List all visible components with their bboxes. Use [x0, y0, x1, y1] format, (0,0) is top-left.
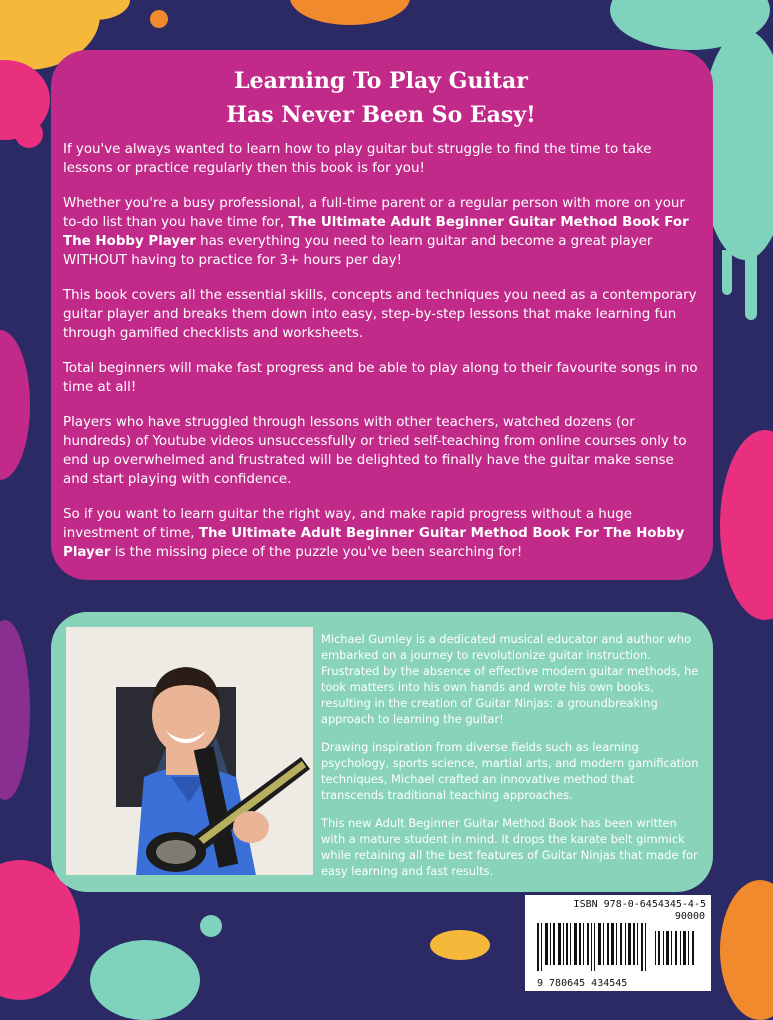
author-bio	[321, 631, 699, 891]
description-panel	[51, 50, 713, 580]
intro-paragraph-5: Players who have struggled through lessons with other teachers, watched dozens (or hundreds) of Youtube videos unsuccessfully or tried self-teaching from online courses only to end up overwhelmed and frustrated will be delighted to finally have the guitar make sense and start playing with confidence.	[63, 415, 687, 487]
intro-paragraph-4: Total beginners will make fast progress and be able to play along to their favourite songs in no time at all!	[63, 361, 698, 395]
headline-line-2: Has Never Been So Easy!	[226, 102, 536, 128]
headline-line-1: Learning To Play Guitar	[234, 68, 528, 94]
headline	[63, 64, 699, 132]
barcode-digits: 9 780645 434545	[537, 978, 628, 989]
intro-p2-text-b: has everything you need to learn guitar and become a great player WITHOUT having to practice for 3+ hours per day!	[63, 234, 653, 268]
intro-paragraph-2	[63, 194, 699, 270]
bio-paragraph-3: This new Adult Beginner Guitar Method Book has been written with a mature student in mind. It drops the karate belt gimmick while retaining all the best features of Guitar Ninjas that made for easy learning and fast results.	[321, 816, 698, 878]
bio-paragraph-1: Michael Gumley is a dedicated musical educator and author who embarked on a journey to revolutionize guitar instruction. Frustrated by the absence of effective modern guitar methods, he took matters into his own hands and wrote his own books, resulting in the creation of Guitar Ninjas: a groundbreaking approach to learning the guitar!	[321, 632, 699, 726]
intro-paragraph-6	[63, 505, 699, 562]
intro-paragraph-1: If you've always wanted to learn how to play guitar but struggle to find the time to take lessons or practice regularly then this book is for you!	[63, 142, 652, 176]
intro-p2-text-a: Whether you're a busy professional, a full-time parent or a regular person with more on your to-do list than you have time for,	[63, 196, 685, 230]
bio-paragraph-2: Drawing inspiration from diverse fields such as learning psychology, sports science, martial arts, and modern gamification techniques, Michael crafted an innovative method that transcends traditional teaching approaches.	[321, 740, 699, 802]
intro-p6-text-a: So if you want to learn guitar the right way, and make rapid progress without a huge investment of time,	[63, 507, 632, 541]
author-photo	[66, 627, 313, 875]
barcode-bars	[533, 923, 703, 979]
isbn-text: ISBN 978-0-6454345-4-5	[573, 899, 706, 910]
book-title-bold: The Ultimate Adult Beginner Guitar Method Book For The Hobby Player	[63, 526, 685, 560]
intro-p6-text-b: is the missing piece of the puzzle you've been searching for!	[110, 545, 523, 560]
isbn-barcode	[525, 895, 711, 991]
book-title-bold: The Ultimate Adult Beginner Guitar Method Book For The Hobby Player	[63, 215, 689, 249]
intro-paragraph-3: This book covers all the essential skills, concepts and techniques you need as a contemporary guitar player and breaks them down into easy, step-by-step lessons that make learning fun through gamified checklists and worksheets.	[63, 288, 697, 341]
price-code: 90000	[674, 911, 705, 922]
